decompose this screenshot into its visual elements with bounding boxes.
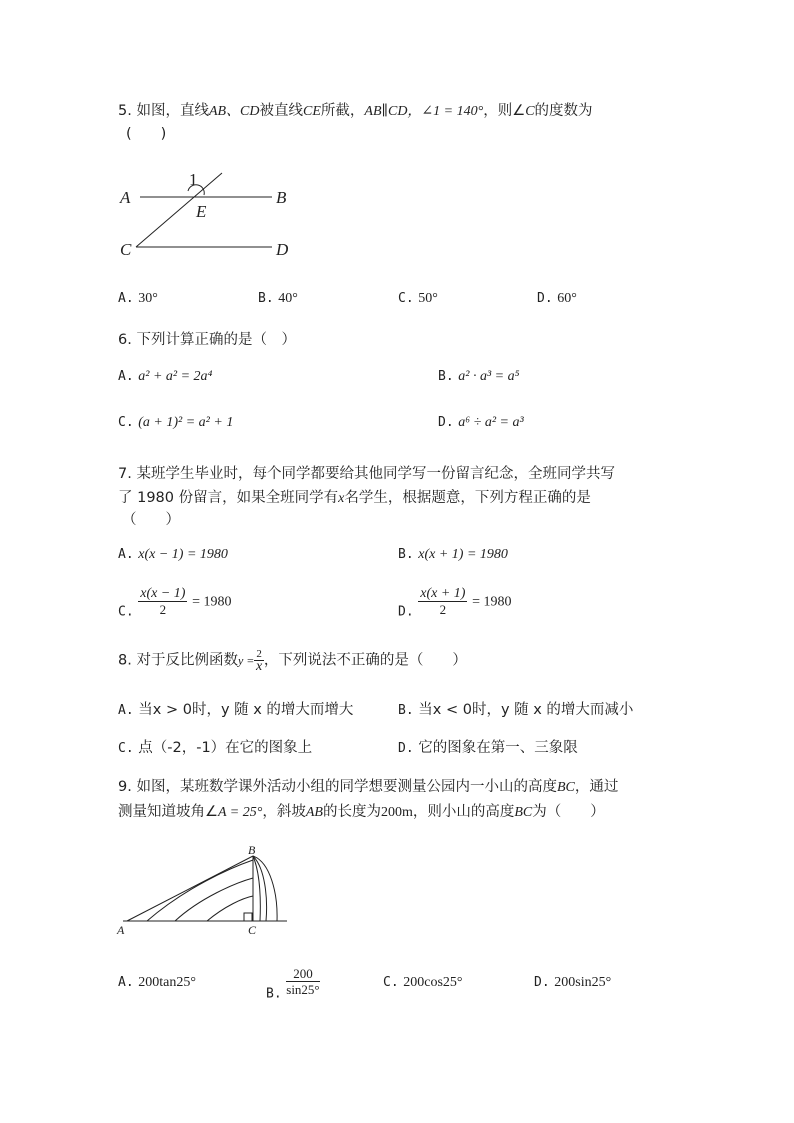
label-a: A — [117, 923, 125, 937]
q7-answer-paren: （ ） — [122, 512, 180, 528]
label-b: B — [248, 843, 256, 857]
q5-line-ce: CE — [303, 104, 321, 119]
q5-text-c: 所截， — [320, 103, 365, 119]
q5-lines-ab-cd: AB、CD — [208, 104, 260, 119]
q9-stem-line1: 9. 如图，某班数学课外活动小组的同学想要测量公园内一小山的高度BC，通过 — [118, 779, 619, 795]
q5-figure — [112, 165, 302, 265]
q9-option-b: B. $\frac{200}{\sin 25^\circ}$ — [266, 966, 320, 1002]
q7-number: 7. — [118, 466, 132, 482]
q5-option-a: A. 30° — [118, 291, 158, 306]
q5-number: 5. — [118, 103, 132, 119]
q5-text-b: 被直线 — [259, 103, 304, 119]
q8-option-d: D. 它的图象在第一、三象限 — [398, 740, 578, 756]
hill-contour-5 — [207, 896, 253, 921]
label-e: E — [196, 202, 207, 221]
q9-option-c: C. 200cos25° — [383, 975, 463, 990]
q5-answer-paren: ( ) — [126, 126, 167, 142]
q8-number: 8. — [118, 652, 132, 669]
q7-option-b: B. x(x + 1) = 1980 — [398, 547, 508, 562]
q9-figure — [115, 838, 295, 938]
right-angle-mark — [244, 913, 252, 921]
q8-option-a: A. 当x > 0时，y 随 x 的增大而增大 — [118, 702, 354, 718]
q6-number: 6. — [118, 332, 132, 348]
q6-option-d: D. a⁶ ÷ a² = a³ — [438, 415, 524, 430]
q5-stem — [118, 99, 593, 120]
q6-text: 下列计算正确的是（ ） — [136, 332, 296, 348]
q8-option-c: C. 点（-2，-1）在它的图象上 — [118, 740, 313, 756]
q8-stem: 8. 对于反比例函数y = $\frac{2}{x}$ ，下列说法不正确的是（ ） — [118, 648, 467, 674]
label-d: D — [276, 240, 289, 259]
q9-stem-line2: 测量知道坡角∠A = 25°，斜坡AB的长度为200m，则小山的高度BC为（ ） — [118, 804, 605, 820]
q7-option-c: C. $\frac{x(x - 1)}{2}$ = 1980 — [118, 586, 232, 620]
slope-ab — [127, 856, 253, 921]
q5-text-e: 的度数为 — [534, 103, 593, 119]
q5-text-a: 如图，直线 — [136, 103, 209, 119]
label-a: A — [120, 188, 131, 207]
line-ce — [136, 173, 222, 247]
q7-option-a: A. x(x − 1) = 1980 — [118, 547, 228, 562]
q8-fraction: $\frac{2}{x}$ — [256, 648, 263, 674]
q6-option-a: A. a² + a² = 2a⁴ — [118, 369, 213, 384]
q5-option-b: B. 40° — [258, 291, 298, 306]
q7-option-c-fraction: $\frac{x(x - 1)}{2}$ — [140, 586, 186, 617]
q8-option-b: B. 当x < 0时，y 随 x 的增大而减小 — [398, 702, 634, 718]
q5-text-d: ，则∠ — [483, 103, 526, 119]
hill-contour-3 — [147, 860, 253, 921]
q7-option-d: D. $\frac{x(x + 1)}{2}$ = 1980 — [398, 586, 512, 620]
label-c: C — [120, 240, 132, 259]
q9-option-a: A. 200tan25° — [118, 975, 196, 990]
label-b: B — [276, 188, 287, 207]
q5-angle-c: C — [525, 104, 535, 119]
q5-condition: AB∥CD，∠1 = 140° — [364, 104, 484, 119]
q5-option-c: C. 50° — [398, 291, 438, 306]
label-angle-1: 1 — [189, 170, 198, 189]
q7-stem-line2: 了 1980 份留言，如果全班同学有x名学生，根据题意，下列方程正确的是 — [118, 490, 591, 506]
label-c: C — [248, 923, 257, 937]
q5-option-d: D. 60° — [537, 291, 577, 306]
q6-option-c: C. (a + 1)² = a² + 1 — [118, 415, 234, 430]
q7-stem-line1: 7. 某班学生毕业时，每个同学都要给其他同学写一份留言纪念，全班同学共写 — [118, 466, 615, 482]
q6-option-b: B. a² · a³ = a⁵ — [438, 369, 520, 384]
q9-option-b-fraction: $\frac{200}{\sin 25^\circ}$ — [286, 966, 320, 997]
q9-number: 9. — [118, 779, 132, 795]
q6-stem — [118, 328, 296, 349]
q9-option-d: D. 200sin25° — [534, 975, 612, 990]
q7-option-d-fraction: $\frac{x(x + 1)}{2}$ — [420, 586, 466, 617]
